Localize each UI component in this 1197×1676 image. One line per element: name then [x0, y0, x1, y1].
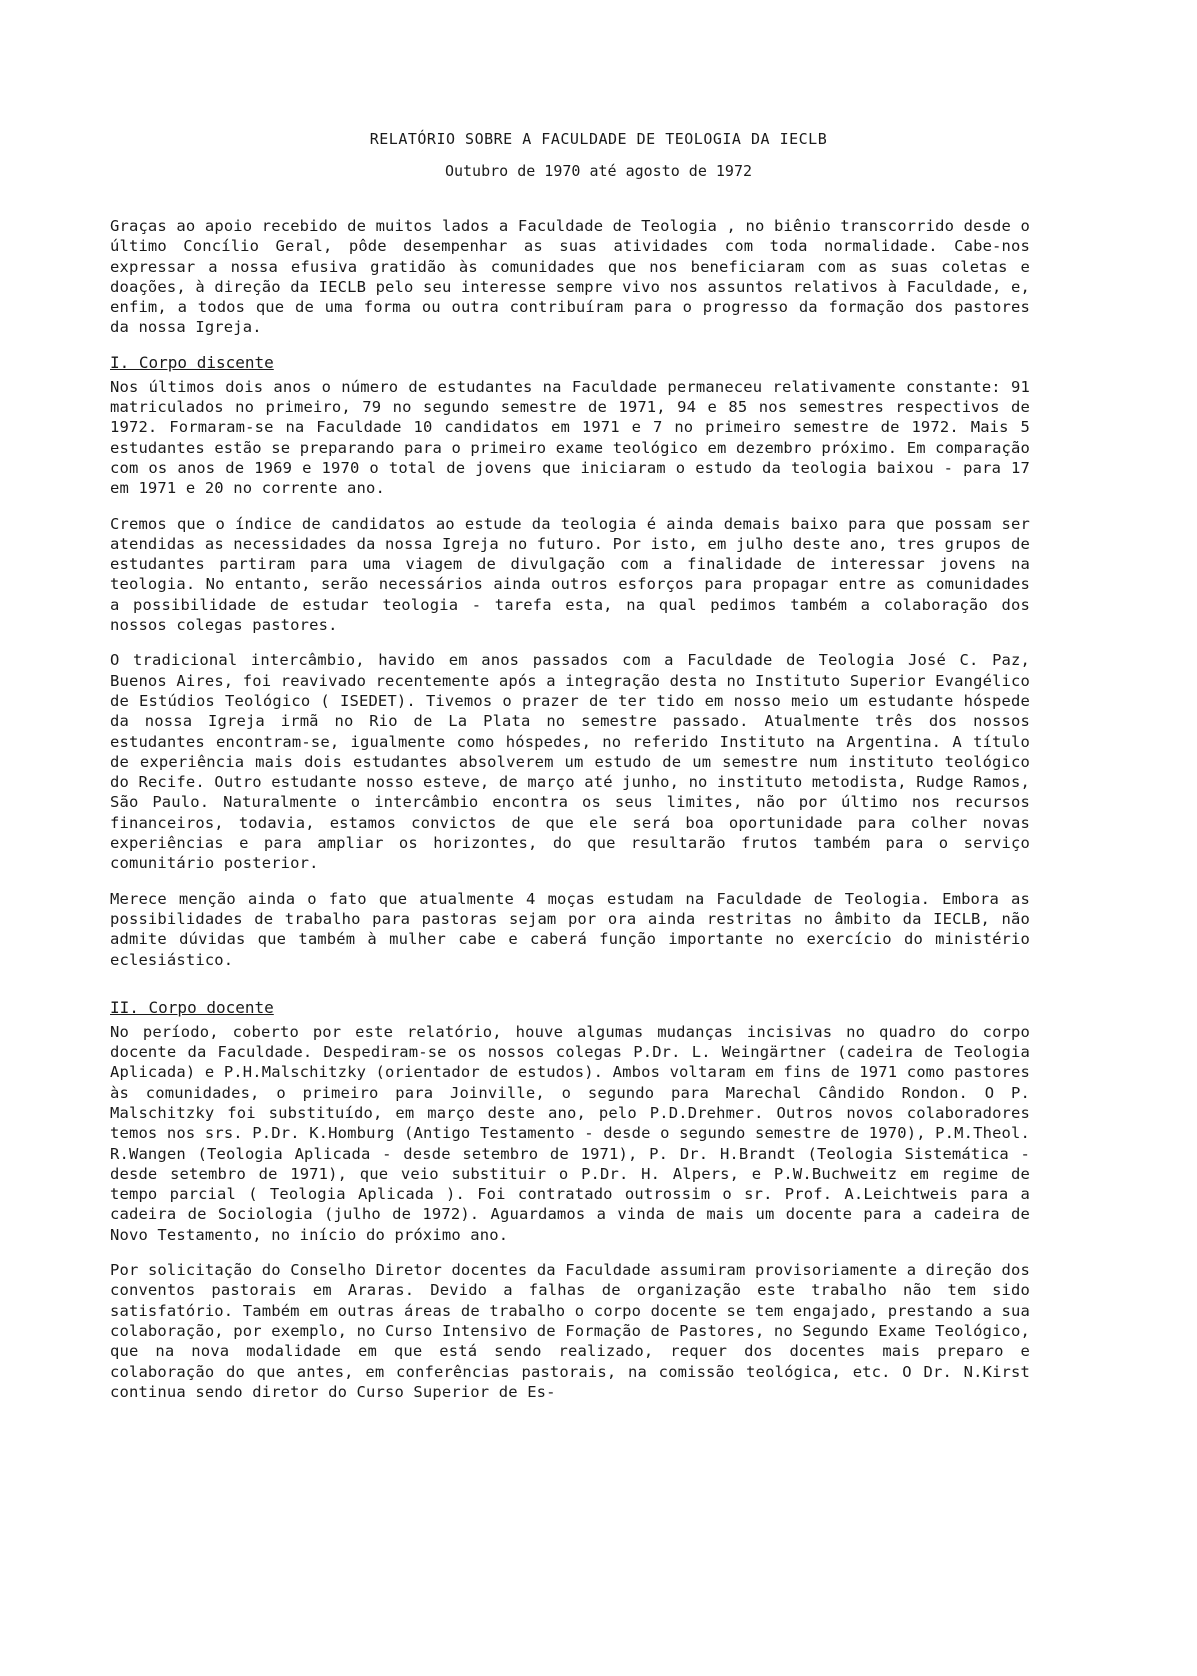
intro-paragraph: Graças ao apoio recebido de muitos lados a Faculdade de Teologia , no biênio transcorrido desde o último Concílio Geral, pôde desempenhar as suas atividades com toda normalidade. Cabe-nos expressar a nossa efusiva gratidão às comunidades que nos beneficiaram com as suas coletas e doações, à direção da IECLB pelo seu interesse sempre vivo nos assuntos relativos à Faculdade, e, enfim, a todos que de uma forma ou outra contribuíram para o progresso da formação dos pastores da nossa Igreja.: [110, 217, 1030, 337]
paragraph: Nos últimos dois anos o número de estudantes na Faculdade permaneceu relativamente constante: 91 matriculados no primeiro, 79 no segundo semestre de 1971, 94 e 85 nos semestres respectivos de 1972. Formaram-se na Faculdade 10 candidatos em 1971 e 7 no primeiro semestre de 1972. Mais 5 estudantes estão se preparando para o primeiro exame teológico em dezembro próximo. Em comparação com os anos de 1969 e 1970 o total de jovens que iniciaram o estudo da teologia baixou - para 17 em 1971 e 20 no corrente ano.: [110, 377, 1030, 498]
document-title: RELATÓRIO SOBRE A FACULDADE DE TEOLOGIA DA IECLB: [369, 130, 828, 148]
document-subtitle: Outubro de 1970 até agosto de 1972: [444, 162, 753, 180]
document-body: [110, 216, 1030, 1417]
section-heading-corpo-discente: I. Corpo discente: [110, 352, 274, 372]
paragraph: O tradicional intercâmbio, havido em anos passados com a Faculdade de Teologia José C. Paz, Buenos Aires, foi reavivado recentemente após a integração desta no Instituto Superior Evangélico de Estúdios Teológico ( ISEDET). Tivemos o prazer de ter tido em nosso meio um estudante hóspede da nossa Igreja irmã no Rio de La Plata no semestre passado. Atualmente três dos nossos estudantes encontram-se, igualmente como hóspedes, no referido Instituto na Argentina. A título de experiência mais dois estudantes absolverem um estudo de um semestre num instituto teológico do Recife. Outro estudante nosso esteve, de março até junho, no instituto metodista, Rudge Ramos, São Paulo. Naturalmente o intercâmbio encontra os seus limites, não por último nos recursos financeiros, todavia, estamos convictos de que ele será boa oportunidade para colher novas experiências e para ampliar os horizontes, do que resultarão frutos também para o serviço comunitário posterior.: [110, 651, 1030, 873]
paragraph: Merece menção ainda o fato que atualmente 4 moças estudam na Faculdade de Teologia. Embora as possibilidades de trabalho para pastoras sejam por ora ainda restritas no âmbito da IECLB, não admite dúvidas que também à mulher cabe e caberá função importante no exercício do ministério eclesiástico.: [110, 889, 1030, 969]
paragraph: Cremos que o índice de candidatos ao estude da teologia é ainda demais baixo para que possam ser atendidas as necessidades da nossa Igreja no futuro. Por isto, em julho deste ano, tres grupos de estudantes partiram para uma viagem de divulgação com a finalidade de interessar jovens na teologia. No entanto, serão necessários ainda outros esforços para propagar entre as comunidades a possibilidade de estudar teologia - tarefa esta, na qual pedimos também a colaboração dos nossos colegas pastores.: [110, 514, 1030, 635]
section-heading-corpo-docente: II. Corpo docente: [110, 997, 274, 1017]
paragraph: No período, coberto por este relatório, houve algumas mudanças incisivas no quadro do corpo docente da Faculdade. Despediram-se os nossos colegas P.Dr. L. Weingärtner (cadeira de Teologia Aplicada) e P.H.Malschitzky (orientador de estudos). Ambos voltaram em fins de 1971 como pastores às comunidades, o primeiro para Joinville, o segundo para Marechal Cândido Rondon. O P. Malschitzky foi substituído, em março deste ano, pelo P.D.Drehmer. Outros novos colaboradores temos nos srs. P.Dr. K.Homburg (Antigo Testamento - desde o segundo semestre de 1970), P.M.Theol. R.Wangen (Teologia Aplicada - desde setembro de 1971), P. Dr. H.Brandt (Teologia Sistemática - desde setembro de 1971), que veio substituir o P.Dr. H. Alpers, e P.W.Buchweitz em regime de tempo parcial ( Teologia Aplicada ). Foi contratado outrossim o sr. Prof. A.Leichtweis para a cadeira de Sociologia (julho de 1972). Aguardamos a vinda de mais um docente para a cadeira de Novo Testamento, no início do próximo ano.: [110, 1022, 1030, 1244]
paragraph: Por solicitação do Conselho Diretor docentes da Faculdade assumiram provisoriamente a direção dos conventos pastorais em Araras. Devido a falhas de organização este trabalho não tem sido satisfatório. Também em outras áreas de trabalho o corpo docente se tem engajado, prestando a sua colaboração, por exemplo, no Curso Intensivo de Formação de Pastores, no Segundo Exame Teológico, que na nova modalidade em que está sendo realizado, requer dos docentes mais preparo e colaboração do que antes, em conferências pastorais, na comissão teológica, etc. O Dr. N.Kirst continua sendo diretor do Curso Superior de Es-: [110, 1261, 1030, 1401]
